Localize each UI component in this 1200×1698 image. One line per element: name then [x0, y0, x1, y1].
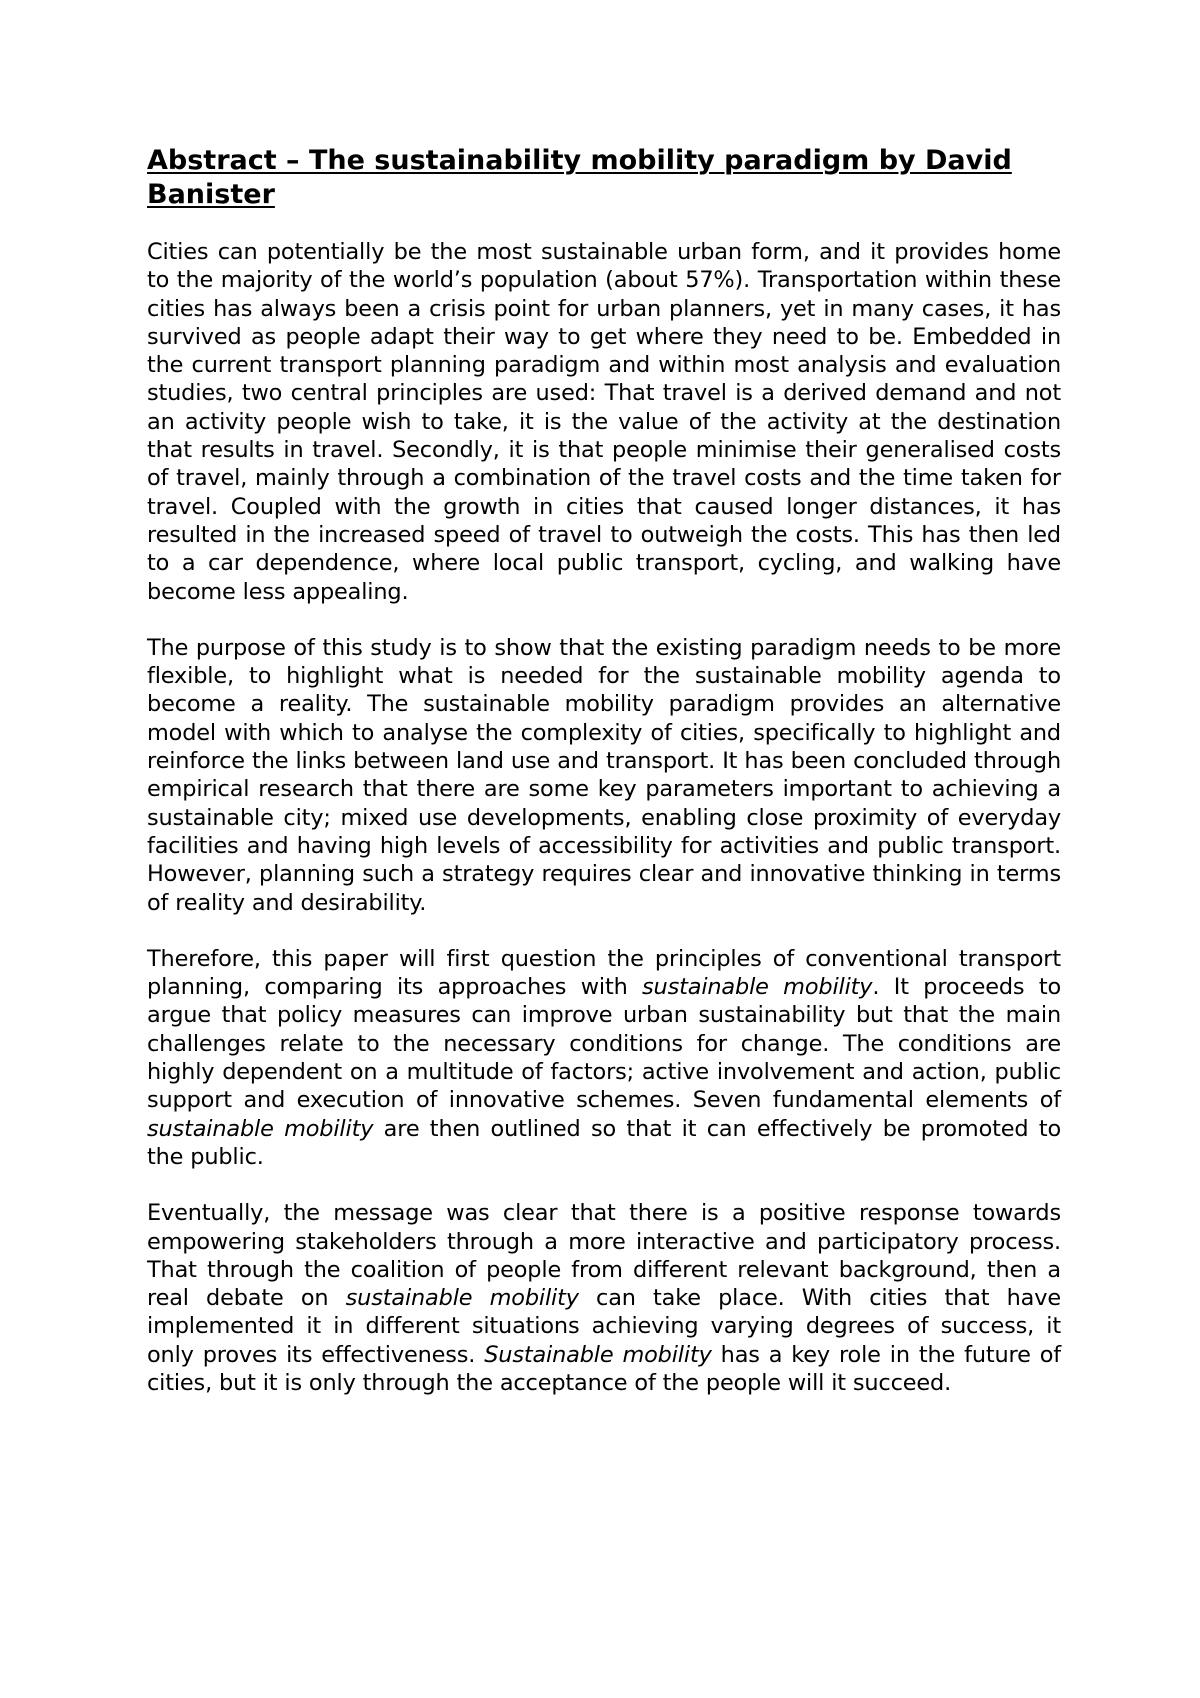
emphasis-term: sustainable mobility	[345, 1285, 579, 1312]
paragraph-2	[147, 634, 1061, 917]
emphasis-term: sustainable mobility	[147, 1115, 374, 1142]
abstract-title: Abstract – The sustainability mobility paradigm by David Banister	[147, 145, 1012, 210]
paragraph-text: Therefore, this paper will first question the principles of conventional transport planning, comparing its approaches with	[147, 945, 1061, 1001]
emphasis-term: sustainable mobility	[642, 974, 873, 1001]
paragraph-text: Cities can potentially be the most sustainable urban form, and it provides home to the majority of the world’s population (about 57%). Transportation within these cities has always been a crisis point for urban planners, yet in many cases, it has survived as people adapt their way to get where they need to be. Embedded in the current transport planning paradigm and within most analysis and evaluation studies, two central principles are used: That travel is a derived demand and not an activity people wish to take, it is the value of the activity at the destination that results in travel. Secondly, it is that people minimise their generalised costs of travel, mainly through a combination of the travel costs and the time taken for travel. Coupled with the growth in cities that caused longer distances, it has resulted in the increased speed of travel to outweigh the costs. This has then led to a car dependence, where local public transport, cycling, and walking have become less appealing.	[147, 239, 1061, 605]
paragraph-text: The purpose of this study is to show that the existing paradigm needs to be more flexible, to highlight what is needed for the sustainable mobility agenda to become a reality. The sustainable mobility paradigm provides an alternative model with which to analyse the complexity of cities, specifically to highlight and reinforce the links between land use and transport. It has been concluded through empirical research that there are some key parameters important to achieving a sustainable city; mixed use developments, enabling close proximity of everyday facilities and having high levels of accessibility for activities and public transport. However, planning such a strategy requires clear and innovative thinking in terms of reality and desirability.	[147, 634, 1061, 916]
paragraph-text: . It proceeds to argue that policy measures can improve urban sustainability but that the main challenges relate to the necessary conditions for change. The conditions are highly dependent on a multitude of factors; active involvement and action, public support and execution of innovative schemes. Seven fundamental elements of	[147, 974, 1062, 1114]
paragraph-text: can take place. With cities that have implemented it in different situations achieving varying degrees of success, it only proves its effectiveness.	[147, 1285, 1061, 1368]
paragraph-text: are then outlined so that it can effectively be promoted to the public.	[147, 1115, 1062, 1170]
paragraph-4	[147, 1199, 1061, 1397]
paragraph-3	[147, 945, 1061, 1171]
paragraph-text: Eventually, the message was clear that there is a positive response towards empowering stakeholders through a more interactive and participatory process. That through the coalition of people from different relevant background, then a real debate on	[147, 1200, 1061, 1312]
paragraph-1	[147, 238, 1061, 606]
paragraph-text: has a key role in the future of cities, but it is only through the acceptance of the people will it succeed.	[147, 1341, 1061, 1396]
emphasis-term: Sustainable mobility	[484, 1341, 712, 1368]
document-body	[147, 144, 1061, 1425]
